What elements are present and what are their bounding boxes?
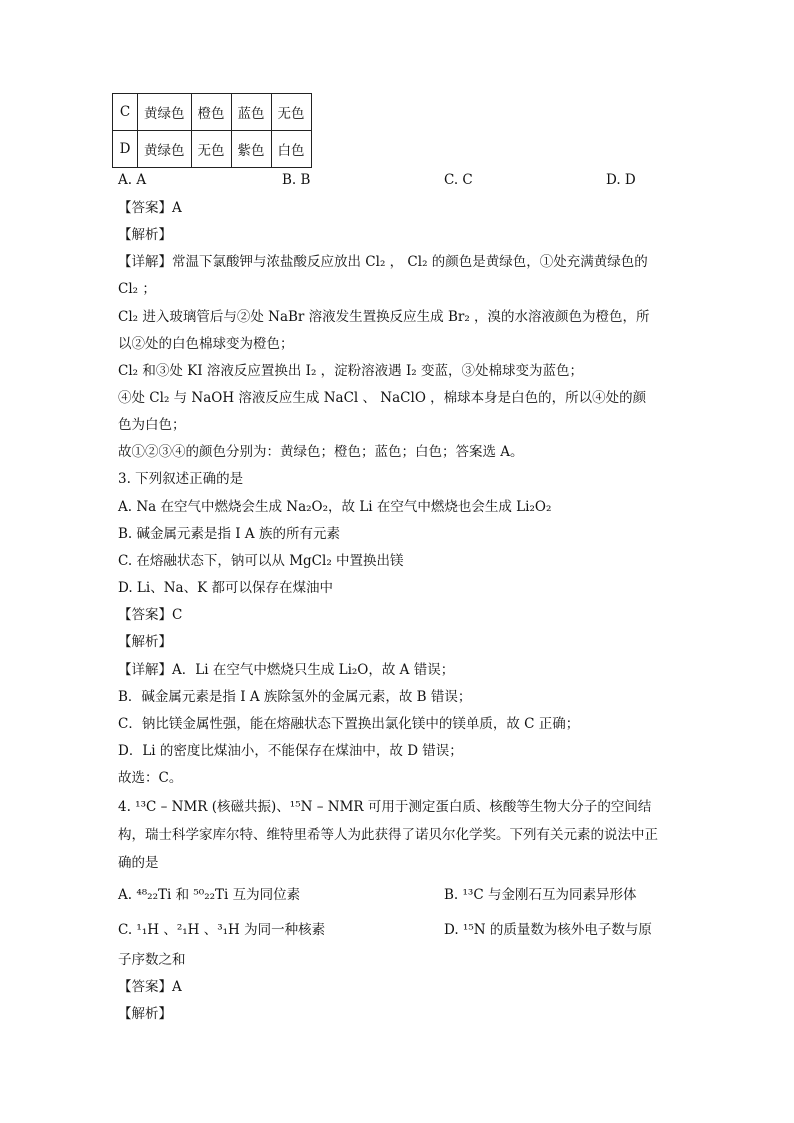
table-cell: 橙色 (191, 94, 231, 131)
question-stem: 4. ¹³C – NMR (核磁共振)、¹⁵N – NMR 可用于测定蛋白质、核酸等生物大分子的空间结 (118, 799, 652, 815)
choice-d: D. D (606, 172, 636, 188)
option-c: C. 在熔融状态下，钠可以从 MgCl₂ 中置换出镁 (118, 553, 404, 569)
table-cell: 无色 (271, 94, 311, 131)
detail-text: 【详解】A．Li 在空气中燃烧只生成 Li₂O，故 A 错误； (118, 662, 455, 678)
detail-text: 色为白色； (118, 417, 186, 433)
table-cell: 无色 (191, 131, 231, 168)
answer-label: 【答案】A (118, 979, 182, 995)
option-a: A. Na 在空气中燃烧会生成 Na₂O₂，故 Li 在空气中燃烧也会生成 Li₂O₂ (118, 499, 552, 515)
option-b: B. ¹³C 与金刚石互为同素异形体 (444, 887, 637, 903)
detail-text: Cl₂ 进入玻璃管后与②处 NaBr 溶液发生置换反应生成 Br₂ ，溴的水溶液颜色为橙色，所 (118, 309, 650, 325)
table-cell: 白色 (271, 131, 311, 168)
detail-text: Cl₂ ； (118, 281, 156, 297)
table-row (113, 131, 312, 168)
question-stem: 确的是 (118, 855, 159, 871)
question-stem: 构，瑞士科学家库尔特、维特里希等人为此获得了诺贝尔化学奖。下列有关元素的说法中正 (118, 827, 658, 843)
detail-text: 故①②③④的颜色分别为：黄绿色；橙色；蓝色；白色；答案选 A。 (118, 444, 524, 460)
option-a: A. ⁴⁸₂₂Ti 和 ⁵⁰₂₂Ti 互为同位素 (118, 887, 301, 903)
row-label: D (113, 131, 138, 168)
analysis-label: 【解析】 (118, 634, 172, 650)
option-d: D. Li、Na、K 都可以保存在煤油中 (118, 580, 333, 596)
table-cell: 紫色 (231, 131, 271, 168)
detail-text: ④处 Cl₂ 与 NaOH 溶液反应生成 NaCl 、 NaClO ，棉球本身是白色的，所以④处的颜 (118, 390, 647, 406)
choice-c: C. C (444, 172, 473, 188)
table-cell: 黄绿色 (138, 131, 192, 168)
option-d-continued: 子序数之和 (118, 952, 186, 968)
options-table (112, 93, 312, 168)
choice-b: B. B (282, 172, 311, 188)
option-c: C. ¹₁H 、²₁H 、³₁H 为同一种核素 (118, 922, 326, 938)
table-row (113, 94, 312, 131)
detail-text: 【详解】常温下氯酸钾与浓盐酸反应放出 Cl₂ ， Cl₂ 的颜色是黄绿色，①处充满黄绿色的 (118, 254, 648, 270)
detail-text: C．钠比镁金属性强，能在熔融状态下置换出氯化镁中的镁单质，故 C 正确； (118, 716, 580, 732)
analysis-label: 【解析】 (118, 1006, 172, 1022)
answer-label: 【答案】C (118, 607, 183, 623)
question-stem: 3. 下列叙述正确的是 (118, 471, 244, 487)
detail-text: D．Li 的密度比煤油小，不能保存在煤油中，故 D 错误； (118, 743, 463, 759)
detail-text: Cl₂ 和③处 KI 溶液反应置换出 I₂ ，淀粉溶液遇 I₂ 变蓝，③处棉球变为蓝色； (118, 363, 584, 379)
analysis-label: 【解析】 (118, 227, 172, 243)
answer-label: 【答案】A (118, 200, 182, 216)
detail-text: 以②处的白色棉球变为橙色； (118, 336, 294, 352)
option-d: D. ¹⁵N 的质量数为核外电子数与原 (444, 922, 652, 938)
table-cell: 黄绿色 (138, 94, 192, 131)
table-cell: 蓝色 (231, 94, 271, 131)
detail-text: B．碱金属元素是指 I A 族除氢外的金属元素，故 B 错误； (118, 689, 472, 705)
conclusion-text: 故选：C。 (118, 770, 183, 786)
choice-a: A. A (118, 172, 147, 188)
row-label: C (113, 94, 138, 131)
option-b: B. 碱金属元素是指 I A 族的所有元素 (118, 526, 340, 542)
